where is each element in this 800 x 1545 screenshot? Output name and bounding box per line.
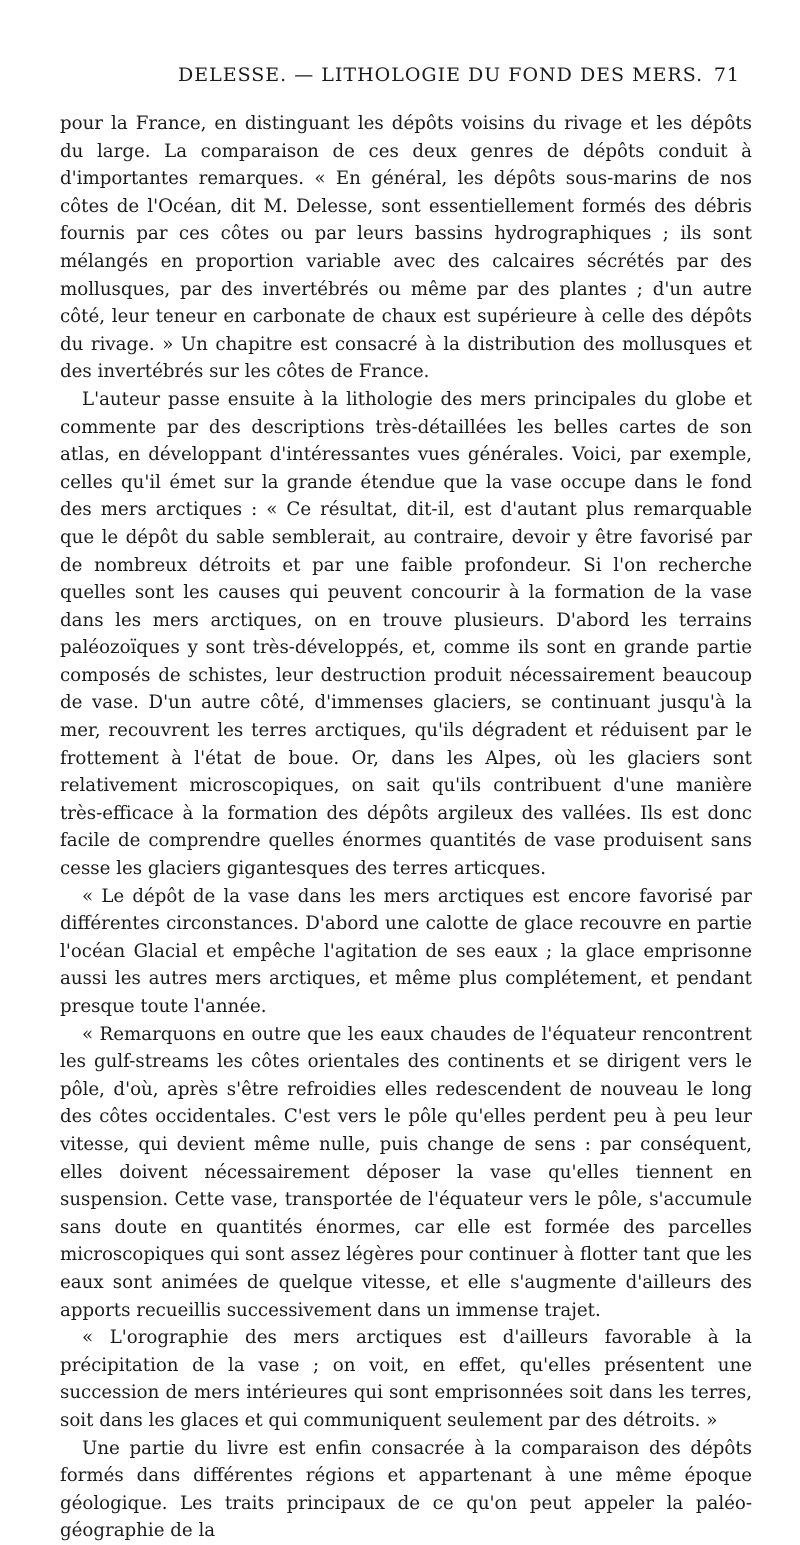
paragraph-6: Une partie du livre est enfin consacrée à la comparaison des dépôts formés dans différentes régions et appartenant à une même époque géologique. Les traits principaux de ce qu'on peut appeler la paléo-géographie de la xyxy=(60,1437,752,1542)
paragraph-3: « Le dépôt de la vase dans les mers arctiques est encore favorisé par différentes circonstances. D'abord une calotte de glace recouvre en partie l'océan Glacial et empêche l'agitation de ses eaux ; la glace emprisonne aussi les autres mers arctiques, et même plus complétement, et pendant presque toute l'année. xyxy=(60,885,752,1017)
paragraph-4: « Remarquons en outre que les eaux chaudes de l'équateur rencontrent les gulf-streams les côtes orientales des continents et se dirigent vers le pôle, d'où, après s'être refroidies elles redescendent de nouveau le long des côtes occidentales. C'est vers le pôle qu'elles perdent peu à peu leur vitesse, qui devient même nulle, puis change de sens : par conséquent, elles doivent nécessairement déposer la vase qu'elles tiennent en suspension. Cette vase, transportée de l'équateur vers le pôle, s'accumule sans doute en quantités énormes, car elle est formée des parcelles microscopiques qui sont assez légères pour continuer à flotter tant que les eaux sont animées de quelque vitesse, et elle s'augmente d'ailleurs des apports recueillis successivement dans un immense trajet. xyxy=(60,1023,752,1321)
paragraph-1: pour la France, en distinguant les dépôts voisins du rivage et les dépôts du large. La comparaison de ces deux genres de dépôts conduit à d'importantes remarques. « En général, les dépôts sous-marins de nos côtes de l'Océan, dit M. Delesse, sont essentiellement formés des débris fournis par ces côtes ou par leurs bassins hydrographiques ; ils sont mélangés en proportion variable avec des calcaires sécrétés par des mollusques, par des invertébrés ou même par des plantes ; d'un autre côté, leur teneur en carbonate de chaux est supérieure à celle des dépôts du rivage. » Un chapitre est consacré à la distribution des mollusques et des invertébrés sur les côtes de France. xyxy=(60,113,752,383)
paragraph-5: « L'orographie des mers arctiques est d'ailleurs favorable à la précipitation de la vase ; on voit, en effet, qu'elles présentent une succession de mers intérieures qui sont emprisonnées soit dans les terres, soit dans les glaces et qui communiquent seulement par des détroits. » xyxy=(60,1327,752,1431)
page-number: 71 xyxy=(713,64,740,86)
running-title: DELESSE. — LITHOLOGIE DU FOND DES MERS. xyxy=(178,64,704,86)
page-header xyxy=(60,64,740,98)
body-text xyxy=(60,110,752,1545)
paragraph-2: L'auteur passe ensuite à la lithologie des mers principales du globe et commente par des descriptions très-détaillées les belles cartes de son atlas, en développant d'intéressantes vues générales. Voici, par exemple, celles qu'il émet sur la grande étendue que la vase occupe dans le fond des mers arctiques : « Ce résultat, dit-il, est d'autant plus remarquable que le dépôt du sable semblerait, au contraire, devoir y être favorisé par de nombreux détroits et par une faible profondeur. Si l'on recherche quelles sont les causes qui peuvent concourir à la formation de la vase dans les mers arctiques, on en trouve plusieurs. D'abord les terrains paléozoïques y sont très-développés, et, comme ils sont en grande partie composés de schistes, leur destruction produit nécessairement beaucoup de vase. D'un autre côté, d'immenses glaciers, se continuant jusqu'à la mer, recouvrent les terres arctiques, qu'ils dégradent et réduisent par le frottement à l'état de boue. Or, dans les Alpes, où les glaciers sont relativement microscopiques, on sait qu'ils contribuent d'une manière très-efficace à la formation des dépôts argileux des vallées. Ils est donc facile de comprendre quelles énormes quantités de vase produisent sans cesse les glaciers gigantesques des terres articques. xyxy=(60,388,752,880)
